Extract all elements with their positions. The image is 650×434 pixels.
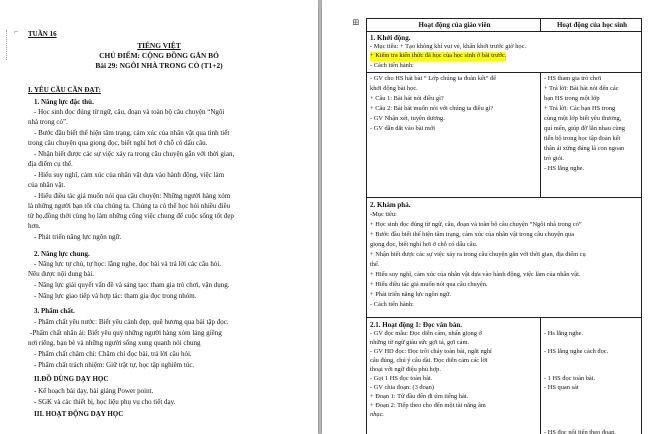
text-line: trò giỏi. bbox=[544, 155, 565, 162]
column-header-student: Hoạt động của học sinh bbox=[556, 21, 628, 29]
row-warmup-teacher bbox=[366, 72, 541, 198]
text-line: + Trả lời: Các bạn HS trong bbox=[544, 105, 616, 112]
text-line: + Học sinh đọc đúng từ ngữ, câu, đoạn và toàn bộ câu chuyện “Ngôi nhà trong cỏ” bbox=[370, 221, 582, 228]
text-line: - Cách tiến hành: bbox=[370, 301, 414, 308]
text-line: khởi động bài học. bbox=[370, 85, 418, 92]
subject-title: TIẾNG VIỆT bbox=[137, 41, 181, 50]
column-header-teacher: Hoạt động của giáo viên bbox=[418, 21, 491, 29]
text-line: trong câu chuyện qua giọng đọc, biết nghỉ hơi ở chỗ có dấu câu. bbox=[28, 139, 208, 147]
section-heading-2: 2. Năng lực chung. bbox=[34, 250, 90, 258]
row-reading-student bbox=[540, 317, 642, 434]
text-line: - Phát triển năng lực ngôn ngữ. bbox=[34, 233, 122, 241]
text-line: -Phẩm chất nhân ái: Biết yêu quý những người hàng xóm láng giềng bbox=[30, 329, 222, 337]
text-line: thoại với ngữ điệu phù hợp. bbox=[370, 366, 441, 373]
section-heading-4: II.ĐỒ DÙNG DẠY HỌC bbox=[34, 375, 109, 383]
header-cell-student bbox=[540, 18, 642, 32]
text-line: - HS tham gia trò chơi bbox=[544, 75, 602, 82]
text-line: của nhân vật. bbox=[28, 181, 66, 189]
reading-activity-title: 2.1. Hoạt động 1: Đọc văn bản. bbox=[370, 321, 462, 329]
text-line: - GV dẫn dắt vào bài mới bbox=[370, 125, 436, 132]
text-line: + Phát triển năng lực ngôn ngữ. bbox=[370, 291, 451, 298]
text-line: nhạc. bbox=[370, 411, 385, 418]
text-line: là những người bạn tốt của chúng ta. Chúng ta có thể học hỏi nhiều điều bbox=[28, 202, 231, 210]
text-line: - Năng lực giải quyết vấn đề và sáng tạo: tham gia trò chơi, vận dụng. bbox=[34, 281, 230, 289]
explore-title: 2. Khám phá. bbox=[370, 201, 411, 209]
text-line: + Đoạn 1: Từ đầu đến đi tìm tiếng hát. bbox=[370, 393, 469, 400]
text-line: - Phẩm chất chăm chỉ: Chăm chỉ đọc bài, trả lời câu hỏi. bbox=[34, 350, 192, 358]
text-line: câu đúng, chú ý câu dài. Đọc diễn cảm các lời bbox=[370, 357, 488, 364]
section-heading-1: 1. Năng lực đặc thù. bbox=[34, 98, 94, 106]
text-line: - Gọi 1 HS đọc toàn bài. bbox=[370, 375, 433, 382]
text-line: - Năng lực giao tiếp và hợp tác: tham gia đọc trong nhóm. bbox=[34, 292, 197, 300]
section-heading-3: 3. Phẩm chất. bbox=[34, 307, 75, 315]
text-line: - SGK và các thiết bị, học liệu phụ vụ cho tiết dạy. bbox=[34, 398, 176, 406]
text-line: - Cách tiến hành: bbox=[370, 62, 414, 69]
row-warmup bbox=[366, 31, 642, 73]
text-line: -Mục tiêu: bbox=[370, 211, 397, 218]
text-line: thân ái xứng đáng là con ngoan bbox=[544, 145, 625, 152]
text-line: + Hiểu suy nghĩ, cảm xúc của nhân vật dựa vào hành động, việc làm của nhân vật. bbox=[370, 271, 581, 278]
header-cell-teacher bbox=[366, 18, 541, 32]
text-line: - 1 HS đọc toàn bài. bbox=[544, 375, 596, 382]
requirements-heading: I. YÊU CẦU CẦN ĐẠT: bbox=[28, 86, 101, 94]
text-line: hơn. bbox=[28, 222, 41, 230]
row-explore bbox=[366, 197, 642, 318]
text-line: + Trả lời: Bài hát nói đến các bbox=[544, 85, 619, 92]
text-line: + Câu 2: Bài hát muốn nói với chúng ta điều gì? bbox=[370, 105, 494, 112]
section-heading-5: III. HOẠT ĐỘNG DẠY HỌC bbox=[34, 410, 124, 418]
text-line: - Hiểu suy nghĩ, cảm xúc của nhân vật dựa vào hành động, việc làm bbox=[34, 171, 225, 179]
text-line: từ họ,đồng thời cùng họ làm những công việc chung để cuộc sống tốt đẹp bbox=[28, 212, 234, 220]
text-line: thể. bbox=[370, 261, 380, 268]
text-line: giọng đọc, biết nghỉ hơi ở chỗ có dấu câu. bbox=[370, 241, 478, 248]
row-warmup-student bbox=[540, 72, 642, 198]
theme-title: CHỦ ĐIỂM: CỘNG ĐỒNG GẮN BÓ bbox=[99, 51, 219, 60]
lesson-title: Bài 29: NGÔI NHÀ TRONG CỎ (T1+2) bbox=[95, 61, 223, 70]
highlighted-line: + Kiểm tra kiến thức đã học của học sinh ở bài trước. bbox=[370, 52, 507, 59]
text-line: quí mến, giúp đỡ lẫn nhau cùng bbox=[544, 125, 625, 132]
text-line: + Nhận biết được các sự việc xảy ra trong câu chuyện gắn với thời gian, địa điểm cụ bbox=[370, 251, 586, 258]
document-page-left bbox=[0, 0, 318, 434]
row-reading-teacher bbox=[366, 317, 541, 434]
text-line: - Hs lắng nghe. bbox=[544, 330, 584, 337]
week-label: TUẦN 16 bbox=[28, 30, 57, 38]
text-line: - HS lắng nghe. bbox=[544, 165, 585, 172]
table-move-handle-icon[interactable]: ⊞ bbox=[352, 17, 360, 27]
warmup-title: 1. Khởi động. bbox=[370, 34, 411, 42]
text-line: - GV chia đoạn: (3 đoạn) bbox=[370, 384, 434, 391]
text-line: - GV Nhận xét, tuyên dương. bbox=[370, 115, 445, 122]
text-line: Nêu được nội dung bài. bbox=[28, 270, 95, 278]
text-line: bạn HS trong một lớp bbox=[544, 95, 600, 102]
text-line: - GV cho HS hát bài “ Lớp chúng ta đoàn kết” để bbox=[370, 75, 497, 82]
text-line: + Hiểu điều tác giả muốn nói qua câu chuyện. bbox=[370, 281, 488, 288]
text-line: - Phẩm chất yêu nước: Biết yêu cảnh đẹp, quê hương qua bài tập đọc. bbox=[34, 318, 229, 326]
text-line: tiến bộ trong học tập đoàn kết bbox=[544, 135, 621, 142]
text-line: địa điểm cụ thể. bbox=[28, 160, 73, 168]
text-line: + Đoạn 2: Tiếp theo cho đến một tài năng âm bbox=[370, 402, 486, 409]
text-line: - Học sinh đọc đúng từ ngữ, câu, đoạn và toàn bộ câu chuyện “Ngôi bbox=[34, 108, 225, 116]
text-line: những từ ngữ giàu sức gợi tả, gợi cảm. bbox=[370, 339, 470, 346]
text-line: - Bước đầu biết thể hiện tâm trạng, cảm xúc của nhân vật qua tình tiết bbox=[34, 129, 230, 137]
text-line: - Nhận biết được các sự việc xảy ra trong câu chuyện gắn với thời gian, bbox=[34, 150, 235, 158]
corner-mark-icon: ⌐ bbox=[14, 27, 19, 36]
text-line: cùng một lớp biết yêu thương, bbox=[544, 115, 622, 122]
text-line: - Phẩm chất trách nhiệm: Giữ trật tự, học tập nghiêm túc. bbox=[34, 361, 195, 369]
text-line: - HS lắng nghe cách đọc. bbox=[544, 348, 609, 355]
text-line: - Hiểu điều tác giả muốn nói qua câu chuyện: Những người hàng xóm bbox=[34, 192, 231, 200]
text-line: + Bước đầu biết thể hiện tâm trạng, cảm xúc của nhân vật trong câu chuyện qua bbox=[370, 231, 575, 238]
text-line: - HS đọc nối tiếp theo đoạn. bbox=[544, 429, 616, 434]
text-line: - GV HD đọc: Đọc trôi chảy toàn bài, ngắt nghỉ bbox=[370, 348, 492, 355]
text-line: - Năng lực tự chủ, tự học: lắng nghe, đọc bài và trả lời các câu hỏi. bbox=[34, 260, 222, 268]
text-line: - HS quan sát bbox=[544, 384, 579, 391]
text-line: + Câu 1: Bài hát nói điều gì? bbox=[370, 95, 444, 102]
document-page-right bbox=[322, 0, 650, 434]
text-line: - Kế hoạch bài dạy, bài giảng Power point. bbox=[34, 387, 154, 395]
text-line: nơi riêng, bạn bè và những người sống xung quanh nói chung bbox=[28, 339, 201, 347]
text-line: - GV đọc mẫu: Đọc diễn cảm, nhấn giọng ở bbox=[370, 330, 482, 337]
text-line: nhà trong cỏ”. bbox=[28, 118, 68, 126]
text-line: - Mục tiêu: + Tạo không khí vui vẻ, khấn khởi trước giờ học. bbox=[370, 43, 527, 50]
